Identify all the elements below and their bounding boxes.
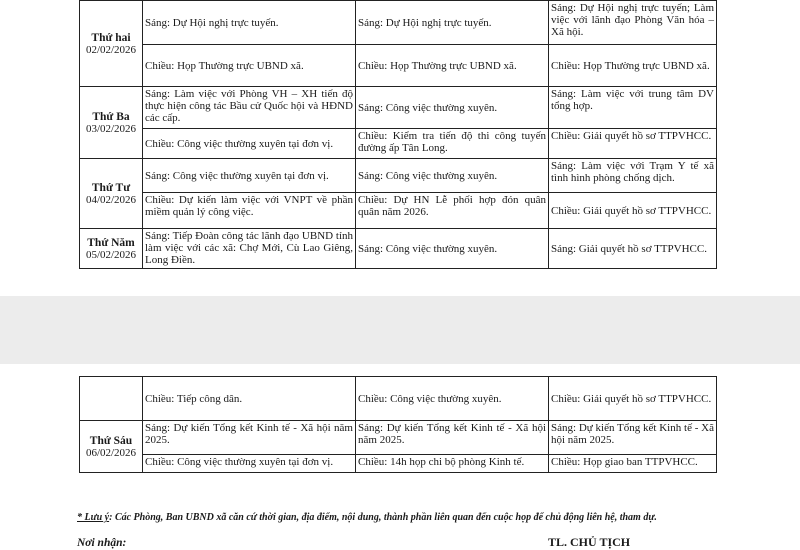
- schedule-cell: [356, 129, 549, 159]
- day-cell: [80, 1, 143, 87]
- schedule-cell: [143, 421, 356, 455]
- cell-text: Sáng: Công việc thường xuyên tại đơn vị.: [145, 169, 329, 182]
- cell-text: Chiều: Họp Thường trực UBND xã.: [145, 59, 304, 72]
- cell-text: Chiều: Dự HN Lễ phối hợp đón quân quân năm 2026.: [358, 194, 546, 218]
- cell-text: Chiều: Dự kiến làm việc với VNPT về phần miềm quản lý công việc.: [145, 194, 353, 218]
- signature-title: TL. CHỦ TỊCH: [548, 535, 631, 549]
- schedule-cell: [549, 455, 717, 473]
- cell-text: Chiều: 14h họp chi bộ phòng Kinh tế.: [358, 456, 525, 468]
- cell-text: Sáng: Công việc thường xuyên.: [358, 169, 498, 182]
- schedule-cell: [143, 229, 356, 269]
- day-cell: [80, 87, 143, 159]
- schedule-cell: [549, 229, 717, 269]
- cell-text: Sáng: Dự kiến Tổng kết Kinh tế - Xã hội năm 2025.: [358, 422, 546, 446]
- schedule-cell: [356, 229, 549, 269]
- schedule-cell: [356, 455, 549, 473]
- cell-text: Sáng: Làm việc với Phòng VH – XH tiến độ thực hiện công tác Bầu cử Quốc hội và HĐND các cấp.: [145, 88, 353, 124]
- cell-text: Chiều: Tiếp công dân.: [145, 392, 243, 405]
- cell-text: Chiều: Họp giao ban TTPVHCC.: [551, 456, 698, 468]
- day-date: 04/02/2026: [85, 193, 137, 206]
- schedule-cell: [143, 455, 356, 473]
- schedule-cell: [549, 377, 717, 421]
- schedule-cell: [143, 129, 356, 159]
- cell-text: Chiều: Công việc thường xuyên tại đơn vị.: [145, 456, 334, 468]
- schedule-cell: [549, 193, 717, 229]
- schedule-cell: [143, 1, 356, 45]
- day-name: Thứ hai: [91, 31, 131, 44]
- schedule-table-part-1: [79, 0, 717, 269]
- cell-text: Sáng: Tiếp Đoàn công tác lãnh đạo UBND tỉnh làm việc với các xã: Chợ Mới, Cù Lao Giêng, Long Điền.: [145, 230, 353, 266]
- cell-text: Sáng: Công việc thường xuyên.: [358, 242, 498, 255]
- schedule-cell: [549, 421, 717, 455]
- day-date: 05/02/2026: [85, 248, 137, 261]
- cell-text: Sáng: Dự kiến Tổng kết Kinh tế - Xã hội năm 2025.: [551, 422, 714, 446]
- schedule-cell: [356, 1, 549, 45]
- schedule-cell: [356, 193, 549, 229]
- schedule-cell: [356, 159, 549, 193]
- table-row: [80, 87, 717, 129]
- day-cell: [80, 229, 143, 269]
- day-name: Thứ Năm: [87, 236, 135, 249]
- day-name: Thứ Ba: [92, 110, 130, 123]
- note-text: : Các Phòng, Ban UBND xã căn cứ thời gian, địa điểm, nội dung, thành phần liên quan đến cuộc họp để chủ động liên hệ, tham dự.: [109, 512, 657, 523]
- table-row: [80, 229, 717, 269]
- cell-text: Chiều: Công việc thường xuyên.: [358, 392, 502, 405]
- schedule-cell: [356, 421, 549, 455]
- footnote: [77, 512, 657, 523]
- schedule-cell: [356, 87, 549, 129]
- schedule-cell: [549, 45, 717, 87]
- schedule-cell: [143, 159, 356, 193]
- cell-text: Sáng: Dự Hội nghị trực tuyến; Làm việc với lãnh đạo Phòng Văn hóa – Xã hội.: [551, 2, 714, 38]
- cell-text: Chiều: Công việc thường xuyên tại đơn vị.: [145, 137, 334, 150]
- cell-text: Sáng: Công việc thường xuyên.: [358, 101, 498, 114]
- schedule-cell: [549, 87, 717, 129]
- schedule-cell: [549, 1, 717, 45]
- day-name: Thứ Tư: [91, 181, 131, 194]
- schedule-cell: [143, 45, 356, 87]
- recipients-label: Nơi nhận:: [77, 537, 127, 549]
- schedule-cell: [143, 377, 356, 421]
- day-date: 03/02/2026: [85, 122, 137, 135]
- note-prefix: * Lưu ý: [77, 512, 110, 523]
- schedule-cell: [549, 159, 717, 193]
- schedule-cell: [356, 377, 549, 421]
- table-row: [80, 1, 717, 45]
- cell-text: Chiều: Giải quyết hồ sơ TTPVHCC.: [551, 392, 712, 405]
- day-date: 02/02/2026: [85, 43, 137, 56]
- cell-text: Chiều: Kiểm tra tiến độ thi công tuyến đường ấp Tân Long.: [358, 130, 546, 154]
- table-row: [80, 421, 717, 455]
- cell-text: Sáng: Dự Hội nghị trực tuyến.: [358, 16, 492, 29]
- table-row: [80, 159, 717, 193]
- schedule-cell: [549, 129, 717, 159]
- cell-text: Sáng: Dự Hội nghị trực tuyến.: [145, 16, 279, 29]
- schedule-table-part-2: [79, 376, 717, 473]
- cell-text: Chiều: Giải quyết hồ sơ TTPVHCC.: [551, 130, 712, 142]
- table-row: [80, 455, 717, 473]
- day-cell: [80, 421, 143, 473]
- cell-text: Chiều: Họp Thường trực UBND xã.: [551, 59, 710, 72]
- cell-text: Chiều: Họp Thường trực UBND xã.: [358, 59, 517, 72]
- day-name: Thứ Sáu: [89, 434, 133, 447]
- day-cell-continued: [80, 377, 143, 421]
- cell-text: Sáng: Làm việc với Trạm Y tế xã tình hình phòng chống dịch.: [551, 160, 714, 184]
- cell-text: Chiều: Giải quyết hồ sơ TTPVHCC.: [551, 204, 712, 217]
- schedule-cell: [143, 87, 356, 129]
- table-row: [80, 129, 717, 159]
- schedule-cell: [143, 193, 356, 229]
- schedule-cell: [356, 45, 549, 87]
- page-gap: [0, 296, 800, 364]
- day-cell: [80, 159, 143, 229]
- table-row: [80, 193, 717, 229]
- day-date: 06/02/2026: [85, 446, 137, 459]
- cell-text: Sáng: Giải quyết hồ sơ TTPVHCC.: [551, 242, 707, 255]
- cell-text: Sáng: Làm việc với trung tâm DV tổng hợp.: [551, 88, 714, 112]
- table-row: [80, 377, 717, 421]
- cell-text: Sáng: Dự kiến Tổng kết Kinh tế - Xã hội năm 2025.: [145, 422, 353, 446]
- document-page-2: [0, 364, 800, 550]
- table-row: [80, 45, 717, 87]
